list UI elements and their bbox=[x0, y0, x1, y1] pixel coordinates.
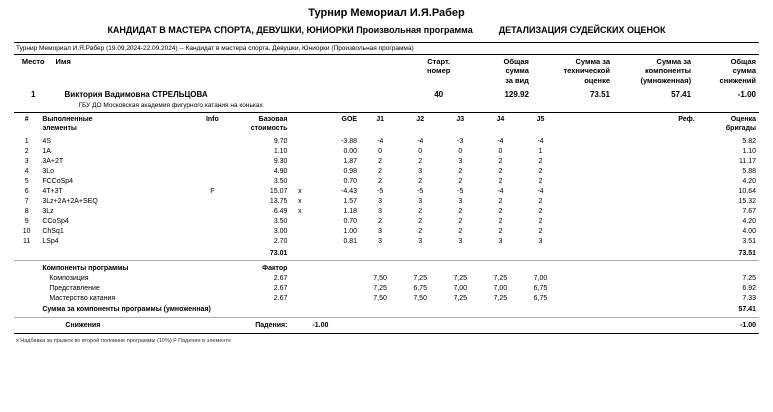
event-line: Турнир Мемориал И.Я.Рабер (19.09.2024-22.09.2024) -- Кандидат в мастера спорта, Девушки, Юниорки (Произвольная программа) bbox=[16, 45, 414, 52]
deductions-table bbox=[14, 318, 759, 333]
table-row bbox=[14, 217, 759, 227]
element-info bbox=[198, 227, 228, 237]
element-panel-score: 4.00 bbox=[742, 228, 756, 236]
th-element: Выполненные элементы bbox=[42, 116, 93, 132]
th-j2: J2 bbox=[416, 116, 425, 124]
element-bonus-flag: x bbox=[298, 208, 302, 216]
components-total-spacer bbox=[14, 303, 39, 315]
element-name: 3A+2T bbox=[42, 158, 64, 166]
element-ref bbox=[561, 207, 698, 217]
component-j3: 7,25 bbox=[453, 294, 468, 302]
element-goe: 1.00 bbox=[343, 228, 358, 236]
element-goe: -3.88 bbox=[341, 138, 358, 146]
element-info bbox=[198, 137, 228, 147]
component-j4: 7,00 bbox=[493, 284, 508, 292]
element-j3: 3 bbox=[458, 158, 463, 166]
element-bonus-flag bbox=[290, 177, 309, 187]
element-j3: -5 bbox=[457, 188, 464, 196]
element-j4: 3 bbox=[498, 238, 503, 246]
deductions-spacer bbox=[14, 318, 39, 333]
element-num: 1 bbox=[24, 138, 29, 146]
deductions-label: Снижения bbox=[65, 321, 101, 329]
element-bonus-flag bbox=[290, 157, 309, 167]
elements-total-name-spacer bbox=[39, 247, 197, 259]
element-num: 7 bbox=[24, 198, 29, 206]
element-j4: 2 bbox=[498, 218, 503, 226]
elements-base-total: 73.01 bbox=[269, 249, 288, 257]
col-tes: Сумма за технической оценке bbox=[563, 57, 611, 85]
element-j3: -3 bbox=[457, 138, 464, 146]
element-base-value: 4.90 bbox=[273, 168, 288, 176]
component-j2: 7,25 bbox=[413, 274, 427, 282]
element-panel-score: 15.32 bbox=[738, 198, 756, 206]
component-spacer bbox=[14, 273, 39, 283]
elements-total-filler bbox=[290, 247, 697, 259]
element-info: F bbox=[210, 188, 215, 196]
skater-row bbox=[14, 87, 759, 100]
element-j4: 2 bbox=[498, 198, 503, 206]
components-total-label: Сумма за компоненты программы (умноженная) bbox=[42, 306, 211, 314]
element-info bbox=[198, 207, 228, 217]
element-j5: -4 bbox=[537, 188, 544, 196]
skater-tes: 73.51 bbox=[589, 90, 611, 100]
components-table bbox=[14, 261, 759, 315]
element-j5: -4 bbox=[537, 138, 544, 146]
element-j5: 2 bbox=[538, 218, 543, 226]
component-info-spacer bbox=[198, 283, 228, 293]
components-heading-filler bbox=[290, 261, 759, 273]
element-goe: 1.57 bbox=[343, 198, 358, 206]
component-score: 7.33 bbox=[742, 294, 756, 302]
element-panel-score: 4.20 bbox=[742, 178, 756, 186]
element-j2: 3 bbox=[418, 168, 423, 176]
element-num: 3 bbox=[24, 158, 29, 166]
element-base-value: 3.50 bbox=[273, 178, 288, 186]
page-title: Турнир Мемориал И.Я.Рабер bbox=[308, 7, 465, 19]
element-base-value: 9.70 bbox=[273, 138, 288, 146]
element-panel-score: 11.17 bbox=[739, 158, 756, 166]
element-ref bbox=[561, 217, 698, 227]
element-bonus-flag: x bbox=[298, 188, 302, 196]
element-j5: 2 bbox=[538, 158, 543, 166]
element-j1: -5 bbox=[376, 188, 384, 196]
element-ref bbox=[561, 147, 698, 157]
element-info bbox=[198, 147, 228, 157]
element-goe: 0.70 bbox=[343, 178, 358, 186]
element-j5: 2 bbox=[538, 198, 543, 206]
components-heading-spacer bbox=[14, 261, 39, 273]
table-row bbox=[14, 137, 759, 147]
element-j3: 2 bbox=[458, 178, 463, 186]
col-total-segment: Общая сумма за вид bbox=[503, 57, 529, 85]
component-factor: 2.67 bbox=[273, 284, 288, 292]
deductions-filler bbox=[360, 318, 698, 333]
component-bonus-spacer bbox=[290, 293, 309, 303]
skater-place: 1 bbox=[31, 90, 36, 100]
element-goe: 0.70 bbox=[343, 218, 358, 226]
components-body bbox=[14, 273, 759, 303]
elements-panel-total: 73.51 bbox=[738, 249, 756, 257]
component-spacer bbox=[14, 283, 39, 293]
component-bonus-spacer bbox=[290, 273, 309, 283]
element-j2: 3 bbox=[418, 238, 423, 246]
components-heading-info bbox=[198, 261, 228, 273]
element-j4: 2 bbox=[498, 178, 503, 186]
table-row bbox=[14, 227, 759, 237]
component-score: 6.92 bbox=[742, 284, 756, 292]
element-name: 3Lo bbox=[42, 168, 54, 176]
result-header-table bbox=[14, 55, 759, 112]
element-j3: 2 bbox=[458, 208, 463, 216]
element-j2: 2 bbox=[418, 218, 423, 226]
element-j2: 2 bbox=[418, 178, 423, 186]
element-j2: 0 bbox=[418, 148, 423, 156]
element-ref bbox=[561, 177, 698, 187]
element-base-value: 2.70 bbox=[273, 238, 288, 246]
element-j2: 2 bbox=[418, 228, 423, 236]
component-bonus-spacer bbox=[290, 283, 309, 293]
element-goe: 1.87 bbox=[343, 158, 358, 166]
element-num: 8 bbox=[24, 208, 29, 216]
element-ref bbox=[561, 157, 698, 167]
component-goe-spacer bbox=[309, 293, 360, 303]
component-j2: 7,50 bbox=[413, 294, 427, 302]
element-j5: 2 bbox=[538, 168, 543, 176]
element-name: CCoSp4 bbox=[42, 218, 69, 226]
col-place: Место bbox=[21, 57, 45, 66]
element-j2: 3 bbox=[418, 198, 423, 206]
element-j2: -5 bbox=[417, 188, 424, 196]
element-ref bbox=[561, 227, 698, 237]
component-j3: 7,25 bbox=[453, 274, 468, 282]
element-num: 5 bbox=[24, 178, 29, 186]
component-j1: 7,25 bbox=[373, 284, 387, 292]
element-name: ChSq1 bbox=[42, 228, 64, 236]
th-j4: J4 bbox=[496, 116, 505, 124]
element-base-value: 13.75 bbox=[269, 198, 288, 206]
element-base-value: 15.07 bbox=[269, 188, 288, 196]
element-goe: 0.98 bbox=[343, 168, 358, 176]
element-panel-score: 4.20 bbox=[742, 218, 756, 226]
element-j5: 1 bbox=[538, 148, 543, 156]
element-name: 4S bbox=[42, 138, 51, 146]
element-bonus-flag bbox=[290, 217, 309, 227]
element-base-value: 3.50 bbox=[273, 218, 288, 226]
th-num: # bbox=[24, 116, 29, 124]
element-name: 3Lz+2A+2A+SEQ bbox=[42, 198, 98, 206]
elements-header-row bbox=[14, 113, 759, 137]
element-bonus-flag bbox=[290, 167, 309, 177]
element-j4: 2 bbox=[498, 158, 503, 166]
element-j5: 2 bbox=[538, 208, 543, 216]
element-ref bbox=[561, 137, 698, 147]
skater-start-number: 40 bbox=[434, 90, 444, 100]
col-start-number: Старт. номер bbox=[427, 57, 451, 76]
element-j1: 2 bbox=[378, 218, 383, 226]
element-panel-score: 1.10 bbox=[742, 148, 756, 156]
table-row bbox=[14, 207, 759, 217]
element-goe: 0.81 bbox=[343, 238, 358, 246]
element-j3: 2 bbox=[458, 228, 463, 236]
deductions-detail-value: -1.00 bbox=[312, 321, 329, 329]
report-type-label: ДЕТАЛИЗАЦИЯ СУДЕЙСКИХ ОЦЕНОК bbox=[498, 25, 666, 35]
element-j2: 2 bbox=[418, 208, 423, 216]
component-row bbox=[14, 283, 759, 293]
component-row bbox=[14, 273, 759, 283]
element-bonus-flag: x bbox=[298, 198, 302, 206]
element-num: 9 bbox=[24, 218, 29, 226]
subtitle-row bbox=[14, 19, 759, 42]
element-j3: 0 bbox=[458, 148, 463, 156]
element-info bbox=[198, 217, 228, 227]
deductions-total: -1.00 bbox=[740, 321, 756, 329]
skater-club: ГБУ ДО Московская академия фигурного катания на коньках bbox=[78, 102, 263, 110]
category-program-label: КАНДИДАТ В МАСТЕРА СПОРТА, ДЕВУШКИ, ЮНИОРКИ Произвольная программа bbox=[107, 25, 473, 35]
th-goe: GOE bbox=[341, 116, 358, 124]
element-name: 3Lz bbox=[42, 208, 54, 216]
th-ref: Реф. bbox=[678, 116, 695, 124]
element-base-value: 1.10 bbox=[273, 148, 288, 156]
element-j2: 2 bbox=[418, 158, 423, 166]
element-bonus-flag bbox=[290, 227, 309, 237]
element-base-value: 3.00 bbox=[273, 228, 288, 236]
elements-total-info-spacer bbox=[198, 247, 228, 259]
components-total-row bbox=[14, 303, 759, 315]
component-info-spacer bbox=[198, 293, 228, 303]
element-info bbox=[198, 157, 228, 167]
element-j4: 2 bbox=[498, 208, 503, 216]
element-name: 4T+3T bbox=[42, 188, 63, 196]
element-j5: 3 bbox=[538, 238, 543, 246]
component-score: 7.25 bbox=[742, 274, 756, 282]
element-j4: 0 bbox=[498, 148, 503, 156]
th-base-value: Базовая стоимость bbox=[250, 116, 288, 132]
table-row bbox=[14, 177, 759, 187]
element-j1: 3 bbox=[378, 198, 383, 206]
elements-table bbox=[14, 113, 759, 258]
element-j1: 3 bbox=[378, 208, 383, 216]
element-j1: 3 bbox=[378, 238, 383, 246]
table-row bbox=[14, 197, 759, 207]
component-factor: 2.67 bbox=[273, 274, 288, 282]
component-label: Мастерство катания bbox=[49, 294, 116, 302]
element-j3: 2 bbox=[458, 218, 463, 226]
table-row bbox=[14, 187, 759, 197]
skater-pcs: 57.41 bbox=[671, 90, 692, 100]
table-row bbox=[14, 147, 759, 157]
component-goe-spacer bbox=[309, 273, 360, 283]
element-bonus-flag bbox=[290, 137, 309, 147]
components-total-value: 57.41 bbox=[738, 306, 756, 314]
th-j1: J1 bbox=[376, 116, 384, 124]
component-j1: 7,50 bbox=[373, 294, 387, 302]
component-label: Композиция bbox=[49, 274, 89, 282]
component-ref-spacer bbox=[560, 273, 697, 283]
component-goe-spacer bbox=[309, 283, 360, 293]
element-j1: 2 bbox=[378, 178, 383, 186]
element-num: 6 bbox=[24, 188, 29, 196]
element-ref bbox=[561, 187, 698, 197]
element-num: 10 bbox=[22, 228, 31, 236]
element-j1: -4 bbox=[376, 138, 384, 146]
element-j4: -4 bbox=[497, 188, 504, 196]
col-name: Имя bbox=[55, 57, 71, 66]
factor-label: Фактор bbox=[262, 265, 288, 273]
element-panel-score: 7.67 bbox=[742, 208, 756, 216]
element-j1: 2 bbox=[378, 168, 383, 176]
skater-club-row bbox=[14, 100, 759, 112]
element-j4: 2 bbox=[498, 228, 503, 236]
components-heading-row bbox=[14, 261, 759, 273]
element-panel-score: 10.64 bbox=[738, 188, 756, 196]
component-j4: 7,25 bbox=[493, 274, 508, 282]
club-spacer bbox=[14, 100, 53, 112]
element-j2: -4 bbox=[417, 138, 424, 146]
element-base-value: 6.49 bbox=[273, 208, 288, 216]
components-heading: Компоненты программы bbox=[42, 265, 129, 273]
element-j3: 3 bbox=[458, 198, 463, 206]
th-info: Info bbox=[205, 116, 219, 124]
footnote: x Надбавка за прыжок во второй половине программы (10%) F Падение в элементе bbox=[16, 337, 231, 344]
elements-total-spacer bbox=[14, 247, 39, 259]
element-j3: 2 bbox=[458, 168, 463, 176]
element-goe: 0.00 bbox=[343, 148, 358, 156]
component-j5: 6,75 bbox=[533, 294, 548, 302]
table-row bbox=[14, 167, 759, 177]
th-bonus-flag bbox=[290, 113, 309, 137]
element-panel-score: 5.88 bbox=[742, 168, 756, 176]
component-j2: 6,75 bbox=[413, 284, 427, 292]
skater-name: Виктория Вадимовна СТРЕЛЬЦОВА bbox=[64, 90, 208, 100]
component-spacer bbox=[14, 293, 39, 303]
element-name: FCCoSp4 bbox=[42, 178, 74, 186]
table-row bbox=[14, 237, 759, 247]
component-label: Представление bbox=[49, 284, 100, 292]
component-factor: 2.67 bbox=[273, 294, 288, 302]
deductions-row bbox=[14, 318, 759, 333]
th-j3: J3 bbox=[456, 116, 465, 124]
component-j4: 7,25 bbox=[493, 294, 508, 302]
component-info-spacer bbox=[198, 273, 228, 283]
element-panel-score: 5.82 bbox=[742, 138, 756, 146]
skater-deductions: -1.00 bbox=[737, 90, 756, 100]
component-ref-spacer bbox=[560, 293, 697, 303]
element-bonus-flag bbox=[290, 147, 309, 157]
th-j5: J5 bbox=[536, 116, 545, 124]
element-num: 11 bbox=[23, 238, 31, 246]
element-goe: 1.18 bbox=[343, 208, 358, 216]
element-info bbox=[198, 197, 228, 207]
th-panel-score: Оценка бригады bbox=[725, 116, 756, 132]
element-j1: 0 bbox=[378, 148, 383, 156]
element-name: LSp4 bbox=[42, 238, 59, 246]
component-ref-spacer bbox=[560, 283, 697, 293]
element-base-value: 9.30 bbox=[273, 158, 288, 166]
component-row bbox=[14, 293, 759, 303]
element-num: 4 bbox=[24, 168, 29, 176]
element-ref bbox=[561, 197, 698, 207]
col-deductions: Общая сумма снижений bbox=[719, 57, 756, 85]
element-goe: -4.43 bbox=[341, 188, 358, 196]
element-panel-score: 3.51 bbox=[742, 238, 756, 246]
component-j5: 7,00 bbox=[533, 274, 548, 282]
element-j4: -4 bbox=[497, 138, 504, 146]
element-j1: 2 bbox=[378, 158, 383, 166]
table-row bbox=[14, 157, 759, 167]
element-j3: 3 bbox=[458, 238, 463, 246]
skater-total-score: 129.92 bbox=[504, 90, 529, 100]
component-j3: 7,00 bbox=[453, 284, 468, 292]
element-j1: 3 bbox=[378, 228, 383, 236]
col-pcs: Сумма за компоненты (умноженная) bbox=[640, 57, 692, 85]
element-info bbox=[198, 167, 228, 177]
element-j5: 2 bbox=[538, 228, 543, 236]
component-j5: 6,75 bbox=[533, 284, 548, 292]
result-header-row bbox=[14, 55, 759, 87]
element-info bbox=[198, 237, 228, 247]
element-j4: 2 bbox=[498, 168, 503, 176]
element-num: 2 bbox=[24, 148, 29, 156]
elements-total-row bbox=[14, 247, 759, 259]
deductions-detail-spacer bbox=[290, 318, 309, 333]
component-j1: 7,50 bbox=[373, 274, 387, 282]
element-info bbox=[198, 177, 228, 187]
elements-body bbox=[14, 137, 759, 259]
deductions-info bbox=[198, 318, 228, 333]
components-total-filler bbox=[360, 303, 698, 315]
element-j5: 2 bbox=[538, 178, 543, 186]
element-ref bbox=[561, 167, 698, 177]
element-name: 1A bbox=[42, 148, 51, 156]
deductions-detail-label: Падения: bbox=[255, 321, 288, 329]
element-bonus-flag bbox=[290, 237, 309, 247]
element-ref bbox=[561, 237, 698, 247]
